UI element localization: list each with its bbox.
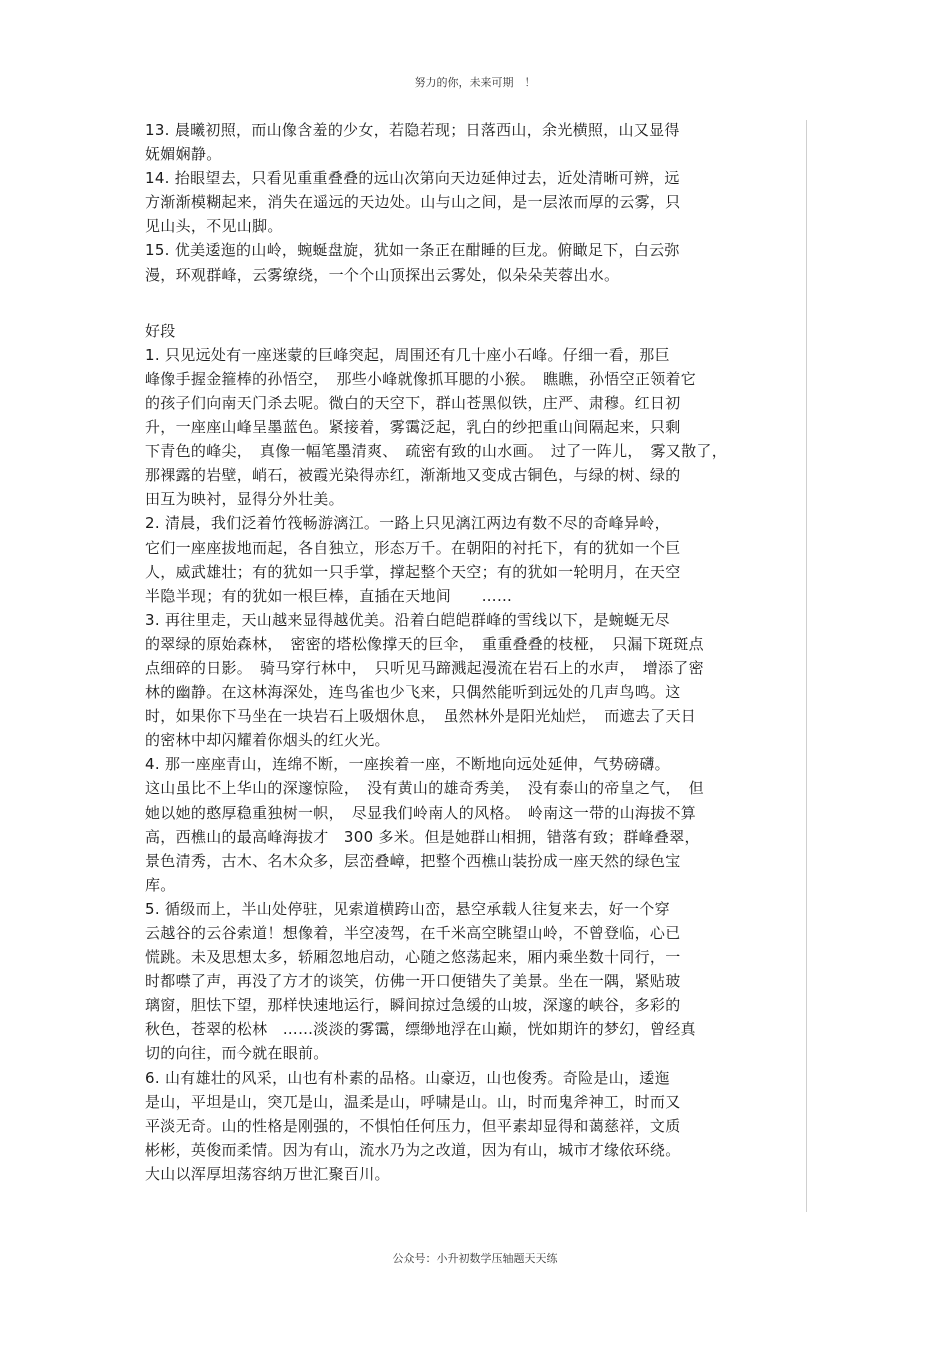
text-line: 库。 xyxy=(145,875,176,894)
text-line: 那裸露的岩壁，峭石，被霞光染得赤红，渐渐地又变成古铜色，与绿的树、绿的 xyxy=(145,466,681,485)
text-line: 15. 优美逶迤的山岭，蜿蜒盘旋，犹如一条正在酣睡的巨龙。俯瞰足下，白云弥 xyxy=(145,241,680,260)
text-line: 时，如果你下马坐在一块岩石上吸烟休息， 虽然林外是阳光灿烂， 而遮去了天日 xyxy=(145,707,697,726)
paragraph-item xyxy=(145,608,805,753)
section-heading: 好段 xyxy=(145,321,176,340)
text-line: 的翠绿的原始森林， 密密的塔松像撑天的巨伞， 重重叠叠的枝桠， 只漏下斑斑点 xyxy=(145,634,704,653)
text-line: 璃窗，胆怯下望，那样快速地运行，瞬间掠过急缓的山坡，深邃的峡谷，多彩的 xyxy=(145,996,681,1015)
text-line: 她以她的憨厚稳重独树一帜， 尽显我们岭南人的风格。 岭南这一带的山海拔不算 xyxy=(145,803,697,822)
text-line: 3. 再往里走，天山越来显得越优美。沿着白皑皑群峰的雪线以下，是蜿蜒无尽 xyxy=(145,610,670,629)
page-header: 努力的你，未来可期 ！ xyxy=(414,76,536,89)
text-line: 1. 只见远处有一座迷蒙的巨峰突起，周围还有几十座小石峰。仔细一看，那巨 xyxy=(145,345,670,364)
sentence-item xyxy=(145,238,805,286)
text-line: 这山虽比不上华山的深邃惊险， 没有黄山的雄奇秀美， 没有泰山的帝皇之气， 但 xyxy=(145,779,704,798)
text-line: 方渐渐模糊起来，消失在遥远的天边处。山与山之间，是一层浓而厚的云雾，只 xyxy=(145,193,681,212)
text-line: 升，一座座山峰呈墨蓝色。紧接着，雾霭泛起，乳白的纱把重山间隔起来，只剩 xyxy=(145,418,681,437)
text-line: 是山，平坦是山，突兀是山，温柔是山，呼啸是山。山，时而鬼斧神工，时而又 xyxy=(145,1092,681,1111)
text-line: 见山头，不见山脚。 xyxy=(145,217,283,236)
section-gap xyxy=(145,287,805,311)
paragraph-list xyxy=(145,343,805,1186)
paragraph-item xyxy=(145,343,805,512)
text-line: 4. 那一座座青山，连绵不断，一座挨着一座，不断地向远处延伸，气势磅礴。 xyxy=(145,755,670,774)
document-body xyxy=(145,118,805,1186)
text-line: 平淡无奇。山的性格是刚强的，不惧怕任何压力，但平素却显得和蔼慈祥，文质 xyxy=(145,1116,681,1135)
text-line: 彬彬，英俊而柔情。因为有山，流水乃为之改道，因为有山，城市才缘依环绕。 xyxy=(145,1140,681,1159)
paragraph-item xyxy=(145,897,805,1066)
text-line: 峰像手握金箍棒的孙悟空， 那些小峰就像抓耳腮的小猴。 瞧瞧，孙悟空正领着它 xyxy=(145,369,697,388)
text-line: 半隐半现；有的犹如一根巨棒，直插在天地间 …… xyxy=(145,586,513,605)
text-line: 的孩子们向南天门杀去呢。微白的天空下，群山苍黑似铁，庄严、肃穆。红日初 xyxy=(145,393,681,412)
text-line: 点细碎的日影。 骑马穿行林中， 只听见马蹄溅起漫流在岩石上的水声， 增添了密 xyxy=(145,658,704,677)
text-line: 大山以浑厚坦荡容纳万世汇聚百川。 xyxy=(145,1164,390,1183)
text-line: 下青色的峰尖， 真像一幅笔墨清爽、 疏密有致的山水画。 过了一阵儿， 雾又散了， xyxy=(145,442,728,461)
text-line: 漫，环观群峰，云雾缭绕，一个个山顶探出云雾处，似朵朵芙蓉出水。 xyxy=(145,265,620,284)
text-line: 13. 晨曦初照，而山像含羞的少女，若隐若现；日落西山，余光横照，山又显得 xyxy=(145,121,680,139)
text-line: 高，西樵山的最高峰海拔才 300 多米。但是她群山相拥，错落有致；群峰叠翠， xyxy=(145,827,700,846)
text-line: 时都噤了声，再没了方才的谈笑，仿佛一开口便错失了美景。坐在一隅，紧贴玻 xyxy=(145,972,681,991)
text-line: 切的向往，而今就在眼前。 xyxy=(145,1044,329,1063)
paragraph-item xyxy=(145,511,805,607)
page-footer: 公众号：小升初数学压轴题天天练 xyxy=(392,1252,558,1265)
text-line: 2. 清晨，我们泛着竹筏畅游漓江。一路上只见漓江两边有数不尽的奇峰异岭， xyxy=(145,514,670,533)
sentence-list xyxy=(145,118,805,287)
text-line: 的密林中却闪耀着你烟头的红火光。 xyxy=(145,731,390,750)
text-line: 田互为映衬，显得分外壮美。 xyxy=(145,490,344,509)
text-line: 5. 循级而上，半山处停驻，见索道横跨山峦，悬空承载人往复来去，好一个穿 xyxy=(145,899,670,918)
text-line: 它们一座座拔地而起，各自独立，形态万千。在朝阳的衬托下，有的犹如一个巨 xyxy=(145,538,681,557)
text-line: 人，威武雄壮；有的犹如一只手掌，撑起整个天空；有的犹如一轮明月，在天空 xyxy=(145,562,681,581)
margin-rule xyxy=(806,120,807,1212)
text-line: 妩媚娴静。 xyxy=(145,145,222,164)
paragraph-item xyxy=(145,1066,805,1186)
sentence-item xyxy=(145,118,805,166)
paragraph-item xyxy=(145,752,805,897)
text-line: 景色清秀，古木、名木众多，层峦叠嶂，把整个西樵山装扮成一座天然的绿色宝 xyxy=(145,851,681,870)
text-line: 秋色，苍翠的松林 ……淡淡的雾霭，缥缈地浮在山巅，恍如期许的梦幻，曾经真 xyxy=(145,1020,696,1039)
text-line: 云越谷的云谷索道！想像着，半空凌驾，在千米高空眺望山岭，不曾登临，心已 xyxy=(145,924,681,942)
sentence-item xyxy=(145,166,805,238)
text-line: 林的幽静。在这林海深处，连鸟雀也少飞来，只偶然能听到远处的几声鸟鸣。这 xyxy=(145,683,681,702)
text-line: 14. 抬眼望去，只看见重重叠叠的远山次第向天边延伸过去，近处清晰可辨，远 xyxy=(145,169,680,188)
text-line: 6. 山有雄壮的风采，山也有朴素的品格。山豪迈，山也俊秀。奇险是山，逶迤 xyxy=(145,1068,670,1087)
text-line: 慌跳。未及思想太多，轿厢忽地启动，心随之悠荡起来，厢内乘坐数十同行，一 xyxy=(145,948,681,967)
